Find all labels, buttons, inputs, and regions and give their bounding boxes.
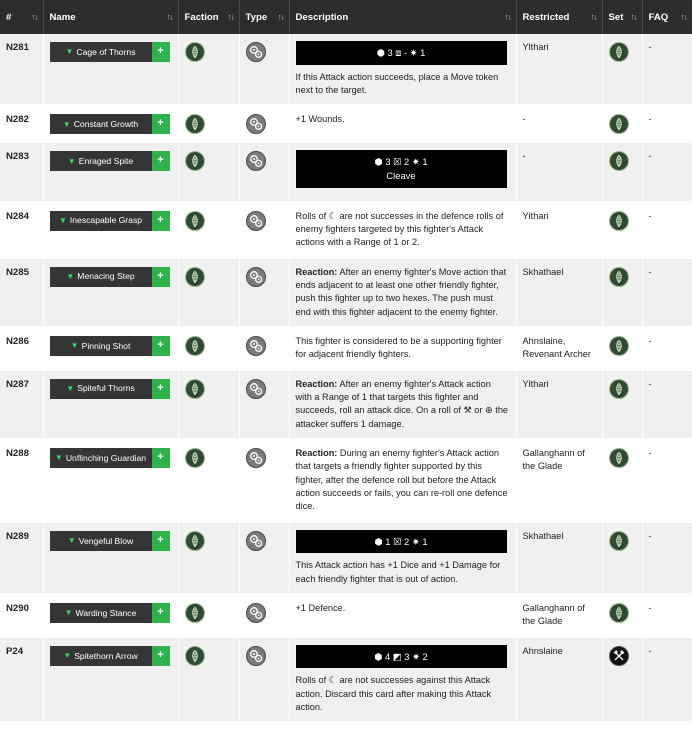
trophy-icon: ▼ bbox=[67, 535, 76, 545]
card-button[interactable] bbox=[50, 151, 170, 171]
description-text bbox=[296, 378, 510, 431]
restricted-text: Ahnslaine, Revenant Archer bbox=[522, 335, 591, 360]
card-name-cell bbox=[43, 34, 178, 105]
card-name-button[interactable] bbox=[50, 267, 152, 287]
sort-icon[interactable]: ↑↓ bbox=[504, 12, 511, 22]
trophy-icon: ▼ bbox=[66, 271, 75, 281]
type-cell bbox=[239, 258, 289, 327]
description-cell bbox=[289, 142, 516, 201]
card-name-label: Pinning Shot bbox=[81, 340, 131, 351]
restricted-text: - bbox=[522, 114, 526, 125]
faction-leaf-icon bbox=[185, 336, 205, 356]
set-cell bbox=[602, 327, 642, 370]
set-cell bbox=[602, 439, 642, 522]
card-number: N287 bbox=[6, 378, 29, 390]
table-row bbox=[0, 522, 692, 594]
table-row bbox=[0, 594, 692, 637]
restricted-cell bbox=[516, 142, 602, 201]
card-number-cell bbox=[0, 142, 43, 201]
faction-cell bbox=[178, 594, 239, 637]
description-cell bbox=[289, 258, 516, 327]
card-name-cell bbox=[43, 370, 178, 439]
description-cell bbox=[289, 105, 516, 142]
card-name-cell bbox=[43, 105, 178, 142]
faction-cell bbox=[178, 327, 239, 370]
restricted-cell bbox=[516, 258, 602, 327]
card-number: N283 bbox=[6, 151, 29, 163]
description-text bbox=[296, 266, 510, 319]
card-number-cell bbox=[0, 594, 43, 637]
card-number-cell bbox=[0, 370, 43, 439]
restricted-cell bbox=[516, 327, 602, 370]
card-name-button[interactable] bbox=[50, 151, 152, 171]
faction-leaf-icon bbox=[185, 211, 205, 231]
card-number: N284 bbox=[6, 210, 29, 222]
header-row bbox=[0, 0, 692, 34]
card-name-label: Unflinching Guardian bbox=[65, 452, 147, 463]
rules-text: This fighter is considered to be a supporting fighter for adjacent friendly fighters. bbox=[295, 335, 502, 360]
card-name-label: Cage of Thorns bbox=[76, 46, 136, 57]
card-button[interactable] bbox=[50, 42, 170, 62]
table-row bbox=[0, 370, 692, 439]
attack-bar bbox=[296, 41, 507, 65]
leaf-icon bbox=[609, 114, 629, 134]
trophy-icon: ▼ bbox=[58, 215, 67, 225]
card-name-label: Warding Stance bbox=[75, 607, 137, 618]
card-number: N282 bbox=[6, 114, 29, 126]
card-number: N285 bbox=[6, 266, 29, 278]
type-cell bbox=[239, 594, 289, 637]
reaction-label: Reaction: bbox=[295, 378, 338, 389]
gear-icon bbox=[246, 211, 266, 231]
faq-cell bbox=[642, 637, 692, 723]
description-cell bbox=[289, 202, 516, 258]
gear-icon bbox=[246, 646, 266, 666]
faction-cell bbox=[178, 439, 239, 522]
restricted-text: Gallanghann of the Glade bbox=[522, 448, 585, 472]
type-cell bbox=[239, 34, 289, 105]
faction-cell bbox=[178, 522, 239, 594]
trophy-icon: ▼ bbox=[62, 119, 71, 129]
faq-cell bbox=[642, 522, 692, 594]
faction-cell bbox=[178, 142, 239, 201]
card-name-label: Vengeful Blow bbox=[78, 535, 134, 546]
faq-text: - bbox=[648, 266, 652, 277]
card-number-cell bbox=[0, 522, 43, 594]
crossed-hammers-icon bbox=[609, 646, 629, 666]
leaf-icon bbox=[609, 267, 629, 287]
faction-cell bbox=[178, 370, 239, 439]
card-number: P24 bbox=[6, 645, 24, 657]
add-card-button[interactable]: + bbox=[152, 267, 170, 287]
gear-icon bbox=[246, 267, 266, 287]
card-button[interactable] bbox=[50, 448, 170, 468]
description-cell bbox=[289, 594, 516, 637]
faq-text: - bbox=[648, 645, 652, 656]
faction-cell bbox=[178, 105, 239, 142]
restricted-text: Skhathael bbox=[522, 266, 564, 277]
restricted-text: Gallanghann of the Glade bbox=[522, 603, 585, 627]
gear-icon bbox=[246, 336, 266, 356]
card-name-button[interactable] bbox=[50, 42, 152, 62]
card-name-cell bbox=[43, 202, 178, 258]
leaf-icon bbox=[609, 151, 629, 171]
card-button[interactable] bbox=[50, 267, 170, 287]
restricted-text: Ylthari bbox=[522, 42, 549, 52]
set-cell bbox=[602, 105, 642, 142]
description-text bbox=[296, 674, 510, 714]
card-name-button[interactable] bbox=[50, 603, 152, 623]
faq-cell bbox=[642, 594, 692, 637]
card-name-button[interactable] bbox=[50, 211, 152, 231]
gear-icon bbox=[246, 42, 266, 62]
attack-stats: ⬢ 1 ☒ 2 ✷ 1 bbox=[374, 535, 428, 547]
faction-leaf-icon bbox=[185, 448, 205, 468]
add-card-button[interactable]: + bbox=[152, 211, 170, 231]
faction-leaf-icon bbox=[185, 379, 205, 399]
faction-cell bbox=[178, 637, 239, 723]
table-body bbox=[0, 34, 692, 722]
type-cell bbox=[239, 370, 289, 439]
card-button[interactable] bbox=[50, 603, 170, 623]
sort-icon[interactable]: ↑↓ bbox=[590, 12, 597, 22]
set-cell bbox=[602, 522, 642, 594]
add-card-button[interactable]: + bbox=[152, 603, 170, 623]
leaf-icon bbox=[609, 448, 629, 468]
attack-bar bbox=[296, 645, 507, 669]
gear-icon bbox=[246, 603, 266, 623]
col-header-type[interactable]: Type ↑↓ bbox=[239, 0, 289, 34]
card-name-label: Spitethorn Arrow bbox=[74, 650, 138, 661]
table-row bbox=[0, 202, 692, 258]
card-button[interactable] bbox=[50, 646, 170, 666]
card-number: N289 bbox=[6, 530, 29, 542]
card-name-label: Spiteful Thorns bbox=[77, 383, 135, 394]
restricted-cell bbox=[516, 594, 602, 637]
add-card-button[interactable]: + bbox=[152, 336, 170, 356]
table-row bbox=[0, 258, 692, 327]
restricted-cell bbox=[516, 34, 602, 105]
table-row bbox=[0, 327, 692, 370]
card-name-label: Inescapable Grasp bbox=[69, 215, 143, 226]
table-row bbox=[0, 142, 692, 201]
restricted-text: Ahnslaine bbox=[522, 645, 563, 656]
rules-text: This Attack action has +1 Dice and +1 Damage for each friendly fighter that is out of action. bbox=[295, 560, 501, 584]
add-card-button[interactable]: + bbox=[152, 379, 170, 399]
rules-text: After an enemy fighter's Attack action with a Range of 1 that targets this fighter and succeeds, roll an attack dice. On a roll of ⚒ or ⊕ the attacker suffers 1 damage. bbox=[295, 378, 509, 429]
faq-cell bbox=[642, 202, 692, 258]
gear-icon bbox=[246, 114, 266, 134]
rules-text: If this Attack action succeeds, place a Move token next to the target. bbox=[295, 71, 499, 95]
trophy-icon: ▼ bbox=[64, 608, 73, 618]
table-row bbox=[0, 34, 692, 105]
faction-leaf-icon bbox=[185, 114, 205, 134]
faction-cell bbox=[178, 258, 239, 327]
card-name-button[interactable] bbox=[50, 531, 152, 551]
description-cell bbox=[289, 637, 516, 723]
faction-leaf-icon bbox=[185, 267, 205, 287]
restricted-text: - bbox=[522, 151, 526, 162]
faq-cell bbox=[642, 258, 692, 327]
card-number-cell bbox=[0, 327, 43, 370]
restricted-text: Skhathael bbox=[522, 530, 564, 541]
restricted-cell bbox=[516, 637, 602, 723]
faq-text: - bbox=[648, 378, 652, 389]
card-button[interactable] bbox=[50, 114, 170, 134]
rules-text: After an enemy fighter's Move action that ends adjacent to at least one other friendly fighter, push this fighter up to two hexes. The push must end with this fighter adjacent to the enemy fighter. bbox=[295, 266, 507, 317]
table-row bbox=[0, 105, 692, 142]
type-cell bbox=[239, 327, 289, 370]
gear-icon bbox=[246, 448, 266, 468]
attack-bar bbox=[296, 530, 507, 554]
rules-text: Rolls of ☾ are not successes in the defence rolls of enemy fighters targeted by this fighter's Attack actions with a Range of 1 or 2. bbox=[295, 210, 504, 248]
type-cell bbox=[239, 202, 289, 258]
set-cell bbox=[602, 142, 642, 201]
card-number: N281 bbox=[6, 42, 29, 53]
card-name-cell bbox=[43, 637, 178, 723]
description-text bbox=[296, 447, 510, 514]
type-cell bbox=[239, 439, 289, 522]
add-card-button[interactable]: + bbox=[152, 151, 170, 171]
faq-text: - bbox=[648, 603, 652, 614]
faction-leaf-icon bbox=[185, 151, 205, 171]
faq-text: - bbox=[648, 530, 652, 541]
card-number-cell bbox=[0, 258, 43, 327]
reaction-label: Reaction: bbox=[295, 266, 338, 277]
faction-leaf-icon bbox=[185, 603, 205, 623]
faction-leaf-icon bbox=[185, 646, 205, 666]
col-header-faq[interactable]: FAQ ↑↓ bbox=[642, 0, 692, 34]
restricted-cell bbox=[516, 105, 602, 142]
card-name-button[interactable] bbox=[50, 336, 152, 356]
faq-text: - bbox=[648, 151, 652, 162]
card-name-cell bbox=[43, 522, 178, 594]
leaf-icon bbox=[609, 336, 629, 356]
card-button[interactable] bbox=[50, 531, 170, 551]
description-text bbox=[296, 71, 510, 98]
set-cell bbox=[602, 370, 642, 439]
trophy-icon: ▼ bbox=[70, 341, 79, 351]
card-name-button[interactable] bbox=[50, 114, 152, 134]
faq-text: - bbox=[648, 42, 652, 52]
faq-text: - bbox=[648, 114, 652, 125]
faq-cell bbox=[642, 142, 692, 201]
reaction-label: Reaction: bbox=[295, 448, 338, 459]
leaf-icon bbox=[609, 42, 629, 62]
rules-text: +1 Defence. bbox=[295, 603, 346, 614]
faq-cell bbox=[642, 105, 692, 142]
gear-icon bbox=[246, 379, 266, 399]
col-header-faction[interactable]: Faction ↑↓ bbox=[178, 0, 239, 34]
restricted-text: Ylthari bbox=[522, 378, 549, 389]
card-number-cell bbox=[0, 637, 43, 723]
card-number-cell bbox=[0, 439, 43, 522]
faq-cell bbox=[642, 439, 692, 522]
restricted-cell bbox=[516, 439, 602, 522]
attack-stats: ⬢ 3 ⧈ - ✷ 1 bbox=[376, 47, 426, 58]
card-name-cell bbox=[43, 327, 178, 370]
card-name-button[interactable] bbox=[50, 646, 152, 666]
leaf-icon bbox=[609, 211, 629, 231]
col-header-name[interactable]: Name ↑↓ bbox=[43, 0, 178, 34]
faction-leaf-icon bbox=[185, 531, 205, 551]
col-header-set[interactable]: Set ↑↓ bbox=[602, 0, 642, 34]
rules-text: +1 Wounds. bbox=[295, 114, 345, 125]
card-number-cell bbox=[0, 34, 43, 105]
card-name-label: Constant Growth bbox=[73, 119, 139, 130]
trophy-icon: ▼ bbox=[66, 383, 75, 393]
faction-cell bbox=[178, 34, 239, 105]
card-number-cell bbox=[0, 202, 43, 258]
col-header-num[interactable]: # ↑↓ bbox=[0, 0, 43, 34]
faq-cell bbox=[642, 370, 692, 439]
description-text bbox=[296, 113, 510, 126]
set-cell bbox=[602, 258, 642, 327]
description-cell bbox=[289, 522, 516, 594]
sort-icon[interactable]: ↑↓ bbox=[227, 12, 234, 22]
trophy-icon: ▼ bbox=[67, 156, 76, 166]
type-cell bbox=[239, 637, 289, 723]
col-header-description[interactable]: Description ↑↓ bbox=[289, 0, 516, 34]
attack-stats: ⬢ 3 ☒ 2 ✷ 1 bbox=[374, 156, 428, 168]
card-name-cell bbox=[43, 258, 178, 327]
gear-icon bbox=[246, 531, 266, 551]
card-button[interactable] bbox=[50, 336, 170, 356]
add-card-button[interactable]: + bbox=[152, 42, 170, 62]
table-row bbox=[0, 439, 692, 522]
trophy-icon: ▼ bbox=[65, 47, 74, 57]
card-name-cell bbox=[43, 142, 178, 201]
sort-icon[interactable]: ↑↓ bbox=[31, 12, 38, 22]
description-text bbox=[296, 335, 510, 362]
restricted-cell bbox=[516, 370, 602, 439]
add-card-button[interactable]: + bbox=[152, 114, 170, 134]
description-cell bbox=[289, 439, 516, 522]
add-card-button[interactable]: + bbox=[152, 646, 170, 666]
set-cell bbox=[602, 34, 642, 105]
sort-icon[interactable]: ↑↓ bbox=[166, 12, 173, 22]
card-number: N288 bbox=[6, 448, 29, 460]
faq-cell bbox=[642, 34, 692, 105]
card-button[interactable] bbox=[50, 379, 170, 399]
attack-keyword: Cleave bbox=[386, 169, 416, 181]
type-cell bbox=[239, 522, 289, 594]
faq-text: - bbox=[648, 335, 652, 346]
restricted-cell bbox=[516, 202, 602, 258]
description-cell bbox=[289, 327, 516, 370]
leaf-icon bbox=[609, 531, 629, 551]
type-cell bbox=[239, 105, 289, 142]
trophy-icon: ▼ bbox=[63, 650, 72, 660]
set-cell bbox=[602, 637, 642, 723]
description-cell bbox=[289, 34, 516, 105]
card-name-cell bbox=[43, 594, 178, 637]
faction-leaf-icon bbox=[185, 42, 205, 62]
card-number: N286 bbox=[6, 335, 29, 347]
card-name-button[interactable] bbox=[50, 379, 152, 399]
restricted-text: Ylthari bbox=[522, 210, 549, 221]
restricted-cell bbox=[516, 522, 602, 594]
card-number-cell bbox=[0, 105, 43, 142]
attack-bar bbox=[296, 150, 507, 187]
card-number: N290 bbox=[6, 603, 29, 615]
table-row bbox=[0, 637, 692, 723]
card-name-button[interactable] bbox=[50, 448, 152, 468]
leaf-icon bbox=[609, 603, 629, 623]
card-button[interactable] bbox=[50, 211, 170, 231]
card-name-label: Menacing Step bbox=[77, 271, 135, 282]
faq-text: - bbox=[648, 448, 652, 459]
rules-text: During an enemy fighter's Attack action that targets a friendly fighter supported by this fighter, after the defence roll but before the Attack action succeeds or fails, you can re-roll one defence dice. bbox=[295, 448, 508, 512]
description-cell bbox=[289, 370, 516, 439]
faq-cell bbox=[642, 327, 692, 370]
set-cell bbox=[602, 202, 642, 258]
sort-icon[interactable]: ↑↓ bbox=[630, 12, 637, 22]
trophy-icon: ▼ bbox=[54, 453, 63, 463]
rules-text: Rolls of ☾ are not successes against this Attack action. Discard this card after making this Attack action. bbox=[295, 675, 492, 713]
description-text bbox=[296, 210, 510, 250]
add-card-button[interactable]: + bbox=[152, 448, 170, 468]
faction-cell bbox=[178, 202, 239, 258]
add-card-button[interactable]: + bbox=[152, 531, 170, 551]
type-cell bbox=[239, 142, 289, 201]
col-header-restricted[interactable]: Restricted ↑↓ bbox=[516, 0, 602, 34]
description-text bbox=[296, 602, 510, 615]
description-text bbox=[296, 559, 510, 586]
attack-stats: ⬢ 4 ◩ 3 ✷ 2 bbox=[374, 650, 428, 662]
sort-icon[interactable]: ↑↓ bbox=[680, 12, 687, 22]
faq-text: - bbox=[648, 210, 652, 221]
set-cell bbox=[602, 594, 642, 637]
card-name-label: Enraged Spite bbox=[78, 156, 134, 167]
card-name-cell bbox=[43, 439, 178, 522]
leaf-icon bbox=[609, 379, 629, 399]
sort-icon[interactable]: ↑↓ bbox=[277, 12, 284, 22]
gear-icon bbox=[246, 151, 266, 171]
